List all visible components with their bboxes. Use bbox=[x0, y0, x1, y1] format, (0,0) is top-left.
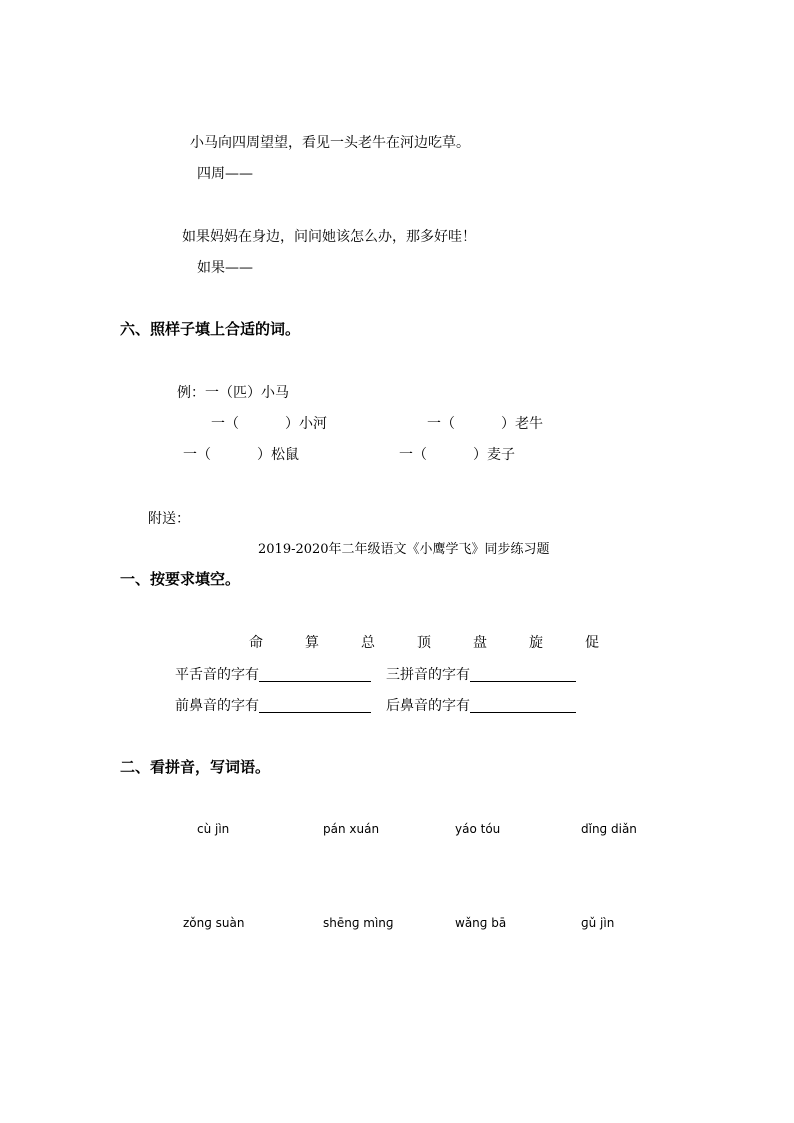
worksheet-title: 2019-2020年二年级语文《小鹰学飞》同步练习题 bbox=[258, 542, 550, 557]
character: 促 bbox=[585, 635, 599, 651]
pinyin-word: shēnɡ mìnɡ bbox=[323, 916, 394, 930]
pinyin-word: wǎnɡ bā bbox=[455, 916, 507, 930]
section-heading: 一、按要求填空。 bbox=[120, 570, 241, 588]
pinyin-word: cù jìn bbox=[197, 822, 230, 836]
pinyin-word: pán xuán bbox=[323, 822, 380, 836]
item-open: 一（ bbox=[211, 416, 239, 432]
fill-in-line bbox=[386, 667, 576, 682]
measure-word-item bbox=[211, 417, 327, 431]
pinyin-word: yáo tóu bbox=[455, 822, 501, 836]
measure-word-item bbox=[183, 448, 299, 462]
sentence-2: 如果妈妈在身边，问问她该怎么办，那多好哇！ bbox=[182, 229, 476, 245]
fill-label: 前鼻音的字有 bbox=[175, 698, 259, 714]
item-close: ）老牛 bbox=[501, 416, 543, 432]
answer-blank[interactable] bbox=[259, 667, 371, 682]
pinyin-word: zǒnɡ suàn bbox=[183, 916, 245, 930]
sentence-1: 小马向四周望望，看见一头老牛在河边吃草。 bbox=[190, 135, 470, 151]
example-line: 例：一（匹）小马 bbox=[177, 385, 289, 401]
fill-label: 后鼻音的字有 bbox=[386, 698, 470, 714]
character: 命 bbox=[249, 635, 263, 651]
section-heading: 六、照样子填上合适的词。 bbox=[120, 320, 301, 338]
appendix-label: 附送： bbox=[148, 511, 190, 527]
item-open: 一（ bbox=[399, 447, 427, 463]
pinyin-word: ɡǔ jìn bbox=[581, 916, 615, 930]
answer-blank[interactable] bbox=[259, 698, 371, 713]
fill-label: 三拼音的字有 bbox=[386, 667, 470, 683]
section-heading: 二、看拼音，写词语。 bbox=[120, 758, 271, 776]
character: 顶 bbox=[417, 635, 431, 651]
character: 算 bbox=[305, 635, 319, 651]
fill-label: 平舌音的字有 bbox=[175, 667, 259, 683]
measure-word-item bbox=[427, 417, 543, 431]
answer-blank[interactable] bbox=[470, 667, 576, 682]
character: 总 bbox=[361, 635, 375, 651]
character: 旋 bbox=[529, 635, 543, 651]
item-close: ）麦子 bbox=[473, 447, 515, 463]
item-close: ）松鼠 bbox=[257, 447, 299, 463]
fill-in-line bbox=[175, 667, 371, 682]
character: 盘 bbox=[473, 635, 487, 651]
item-open: 一（ bbox=[427, 416, 455, 432]
pinyin-word: dǐnɡ diǎn bbox=[581, 822, 637, 836]
answer-blank[interactable] bbox=[470, 698, 576, 713]
fill-in-line bbox=[175, 698, 371, 713]
item-open: 一（ bbox=[183, 447, 211, 463]
prompt-1: 四周—— bbox=[197, 166, 253, 182]
fill-in-line bbox=[386, 698, 576, 713]
measure-word-item bbox=[399, 448, 515, 462]
prompt-2: 如果—— bbox=[197, 260, 253, 276]
item-close: ）小河 bbox=[285, 416, 327, 432]
